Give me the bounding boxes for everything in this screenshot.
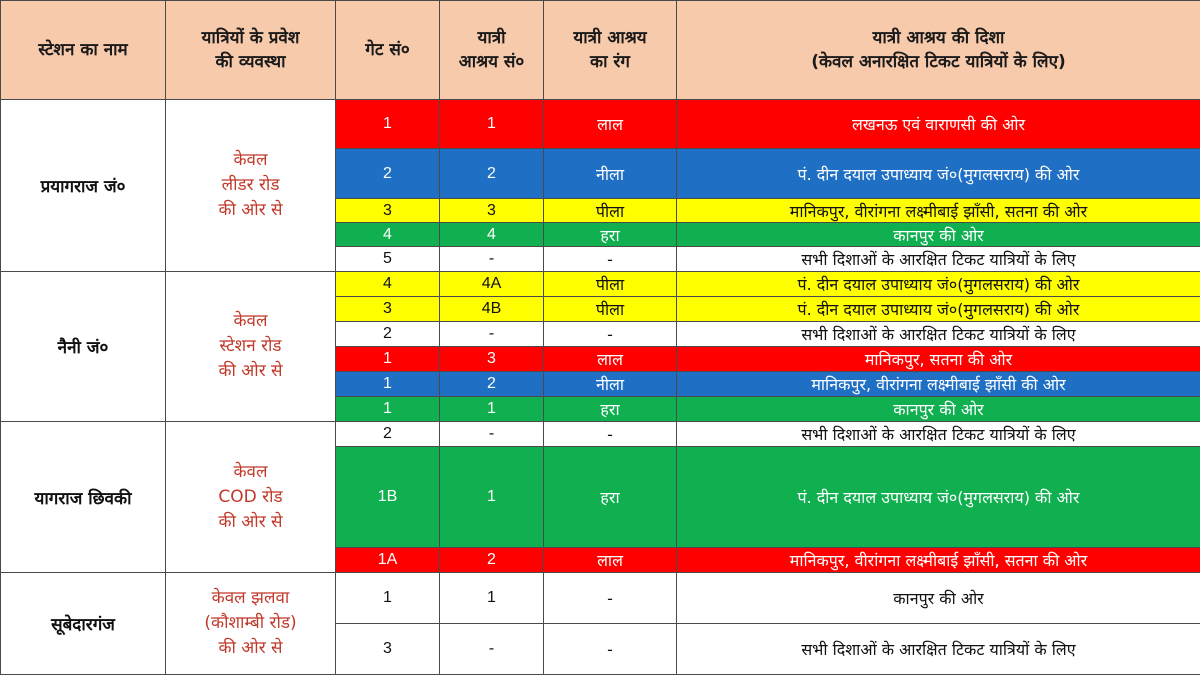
shelter-number-cell: 3 — [440, 347, 544, 372]
shelter-number-cell: - — [440, 422, 544, 447]
shelter-color-cell: हरा — [544, 223, 677, 247]
shelter-direction-cell: मानिकपुर, वीरांगना लक्ष्मीबाई झाँसी, सतना की ओर — [677, 199, 1200, 223]
gate-number-cell: 2 — [336, 322, 440, 347]
header-entry-arrangement: यात्रियों के प्रवेश की व्यवस्था — [166, 1, 336, 100]
entry-arrangement-line: केवल झलवा — [211, 588, 290, 608]
station-name: प्रयागराज जं० — [1, 100, 166, 272]
shelter-color-cell: हरा — [544, 447, 677, 548]
shelter-number-cell: 4B — [440, 297, 544, 322]
shelter-direction-cell: मानिकपुर, सतना की ओर — [677, 347, 1200, 372]
shelter-number-cell: - — [440, 247, 544, 272]
shelter-direction-cell: सभी दिशाओं के आरक्षित टिकट यात्रियों के लिए — [677, 422, 1200, 447]
table-row — [1, 573, 1200, 624]
shelter-number-cell: 1 — [440, 573, 544, 624]
gate-number-cell: 1 — [336, 372, 440, 397]
entry-arrangement-line: की ओर से — [218, 511, 283, 532]
shelter-direction-cell: मानिकपुर, वीरांगना लक्ष्मीबाई झाँसी, सतना की ओर — [677, 548, 1200, 573]
gate-number-cell: 3 — [336, 624, 440, 675]
shelter-direction-cell: लखनऊ एवं वाराणसी की ओर — [677, 100, 1200, 149]
entry-arrangement-line: केवल — [233, 150, 268, 170]
shelter-color-cell: पीला — [544, 297, 677, 322]
header-gate-number: गेट सं० — [336, 1, 440, 100]
gate-number-cell: 1 — [336, 100, 440, 149]
shelter-direction-cell: कानपुर की ओर — [677, 397, 1200, 422]
shelter-number-cell: 3 — [440, 199, 544, 223]
entry-arrangement-line: स्टेशन रोड — [219, 336, 282, 356]
shelter-color-cell: नीला — [544, 149, 677, 199]
gate-number-cell: 4 — [336, 223, 440, 247]
gate-number-cell: 1A — [336, 548, 440, 573]
entry-arrangement-line: केवल — [233, 461, 268, 482]
shelter-color-cell: पीला — [544, 199, 677, 223]
shelter-direction-cell: पं. दीन दयाल उपाध्याय जं०(मुगलसराय) की ओर — [677, 272, 1200, 297]
shelter-color-cell: - — [544, 573, 677, 624]
header-row — [1, 1, 1200, 100]
shelter-direction-cell: पं. दीन दयाल उपाध्याय जं०(मुगलसराय) की ओर — [677, 149, 1200, 199]
shelter-direction-cell: पं. दीन दयाल उपाध्याय जं०(मुगलसराय) की ओर — [677, 447, 1200, 548]
gate-number-cell: 1 — [336, 573, 440, 624]
shelter-direction-cell: कानपुर की ओर — [677, 223, 1200, 247]
entry-arrangement-line: की ओर से — [218, 200, 283, 220]
shelter-number-cell: 4 — [440, 223, 544, 247]
entry-arrangement-line: की ओर से — [218, 361, 283, 381]
shelter-number-cell: 2 — [440, 372, 544, 397]
shelter-color-cell: - — [544, 624, 677, 675]
entry-arrangement — [166, 422, 336, 573]
table-row — [1, 272, 1200, 297]
shelter-number-cell: 1 — [440, 447, 544, 548]
gate-number-cell: 1B — [336, 447, 440, 548]
shelter-number-cell: 2 — [440, 548, 544, 573]
shelter-color-cell: - — [544, 247, 677, 272]
entry-arrangement-line: (कौशाम्बी रोड) — [204, 613, 297, 633]
shelter-color-cell: पीला — [544, 272, 677, 297]
table-body — [1, 100, 1200, 675]
shelter-direction-cell: सभी दिशाओं के आरक्षित टिकट यात्रियों के लिए — [677, 322, 1200, 347]
shelter-color-cell: लाल — [544, 347, 677, 372]
entry-arrangement-line: केवल — [233, 311, 268, 331]
station-name: नैनी जं० — [1, 272, 166, 422]
gate-number-cell: 1 — [336, 397, 440, 422]
shelter-color-cell: नीला — [544, 372, 677, 397]
entry-arrangement — [166, 272, 336, 422]
shelter-direction-cell: सभी दिशाओं के आरक्षित टिकट यात्रियों के लिए — [677, 247, 1200, 272]
gate-number-cell: 3 — [336, 297, 440, 322]
header-shelter-direction: यात्री आश्रय की दिशा (केवल अनारक्षित टिकट यात्रियों के लिए) — [677, 1, 1200, 100]
header-station-name: स्टेशन का नाम — [1, 1, 166, 100]
gate-number-cell: 2 — [336, 149, 440, 199]
entry-arrangement — [166, 100, 336, 272]
shelter-color-cell: हरा — [544, 397, 677, 422]
gate-number-cell: 4 — [336, 272, 440, 297]
shelter-color-cell: - — [544, 322, 677, 347]
station-name: सूबेदारगंज — [1, 573, 166, 675]
shelter-number-cell: 4A — [440, 272, 544, 297]
header-shelter-number: यात्री आश्रय सं० — [440, 1, 544, 100]
shelter-color-cell: लाल — [544, 100, 677, 149]
shelter-direction-cell: सभी दिशाओं के आरक्षित टिकट यात्रियों के लिए — [677, 624, 1200, 675]
shelter-number-cell: 1 — [440, 397, 544, 422]
entry-arrangement — [166, 573, 336, 675]
shelter-color-cell: लाल — [544, 548, 677, 573]
shelter-direction-cell: कानपुर की ओर — [677, 573, 1200, 624]
table-row — [1, 100, 1200, 149]
header-shelter-color: यात्री आश्रय का रंग — [544, 1, 677, 100]
entry-arrangement-line: की ओर से — [218, 638, 283, 658]
gate-number-cell: 2 — [336, 422, 440, 447]
gate-number-cell: 3 — [336, 199, 440, 223]
gate-number-cell: 1 — [336, 347, 440, 372]
shelter-number-cell: - — [440, 624, 544, 675]
shelter-direction-cell: मानिकपुर, वीरांगना लक्ष्मीबाई झाँसी की ओर — [677, 372, 1200, 397]
shelter-number-cell: 2 — [440, 149, 544, 199]
station-name: यागराज छिवकी — [1, 422, 166, 573]
gate-number-cell: 5 — [336, 247, 440, 272]
table-row — [1, 422, 1200, 447]
shelter-number-cell: - — [440, 322, 544, 347]
entry-arrangement-line: लीडर रोड — [221, 175, 280, 195]
shelter-direction-cell: पं. दीन दयाल उपाध्याय जं०(मुगलसराय) की ओर — [677, 297, 1200, 322]
shelter-number-cell: 1 — [440, 100, 544, 149]
shelter-color-cell: - — [544, 422, 677, 447]
entry-arrangement-line: COD रोड — [218, 486, 283, 507]
